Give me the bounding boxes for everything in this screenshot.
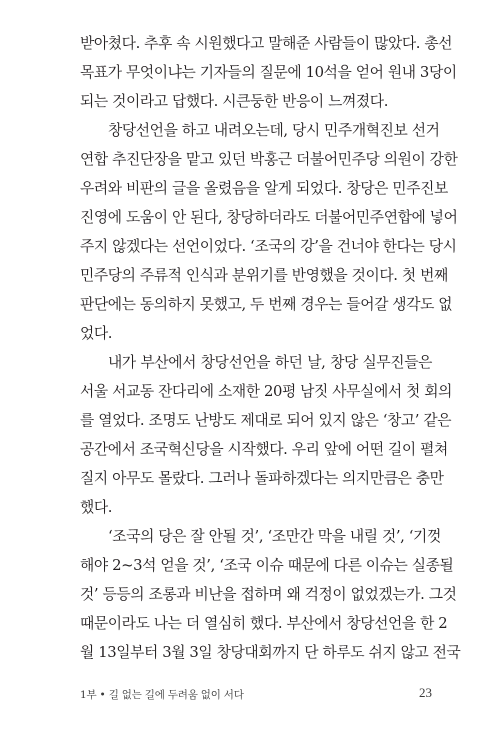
text-line: 해야 2~3석 얻을 것’, ‘조국 이슈 때문에 다른 이슈는 실종될 bbox=[80, 557, 454, 574]
text-line: 연합 추진단장을 맡고 있던 박홍근 더불어민주당 의원이 강한 bbox=[80, 151, 458, 168]
text-line: ‘조국의 당은 잘 안될 것’, ‘조만간 막을 내릴 것’, ‘기껏 bbox=[108, 528, 441, 545]
text-line: 받아쳤다. 추후 속 시원했다고 말해준 사람들이 많았다. 총선 bbox=[80, 35, 453, 52]
running-title: 1부 • 길 없는 길에 두려움 없이 서다 bbox=[80, 689, 244, 701]
text-line: 창당선언을 하고 내려오는데, 당시 민주개혁진보 선거 bbox=[108, 122, 440, 139]
text-line: 때문이라도 나는 더 열심히 했다. 부산에서 창당선언을 한 2 bbox=[80, 615, 448, 632]
page-body bbox=[80, 29, 461, 667]
text-line: 우려와 비판의 글을 올렸음을 알게 되었다. 창당은 민주진보 bbox=[80, 180, 448, 197]
text-line: 진영에 도움이 안 된다, 창당하더라도 더불어민주연합에 넣어 bbox=[80, 209, 458, 226]
text-line: 주지 않겠다는 선언이었다. ‘조국의 강’을 건너야 한다는 당시 bbox=[80, 238, 457, 255]
text-line: 목표가 무엇이냐는 기자들의 질문에 10석을 얻어 원내 3당이 bbox=[80, 64, 457, 81]
text-line: 판단에는 동의하지 못했고, 두 번째 경우는 들어갈 생각도 없 bbox=[80, 296, 453, 313]
paragraph-1 bbox=[80, 29, 457, 116]
page-footer bbox=[80, 686, 432, 704]
text-line: 내가 부산에서 창당선언을 하던 날, 창당 실무진들은 bbox=[108, 354, 432, 371]
text-line: 서울 서교동 잔다리에 소재한 20평 남짓 사무실에서 첫 회의 bbox=[80, 383, 453, 400]
text-line: 민주당의 주류적 인식과 분위기를 반영했을 것이다. 첫 번째 bbox=[80, 267, 448, 284]
text-line: 했다. bbox=[80, 499, 113, 516]
paragraph-3 bbox=[80, 348, 453, 522]
paragraph-4 bbox=[80, 522, 461, 667]
text-line: 월 13일부터 3월 3일 창당대회까지 단 하루도 쉬지 않고 전국 bbox=[80, 644, 461, 661]
page-number: 23 bbox=[419, 685, 432, 700]
text-line: 질지 아무도 몰랐다. 그러나 돌파하겠다는 의지만큼은 충만 bbox=[80, 470, 444, 487]
text-line: 었다. bbox=[80, 325, 113, 342]
paragraph-2 bbox=[80, 116, 458, 348]
text-line: 되는 것이라고 답했다. 시큰둥한 반응이 느껴졌다. bbox=[80, 93, 389, 110]
text-line: 를 열었다. 조명도 난방도 제대로 되어 있지 않은 ‘창고’ 같은 bbox=[80, 412, 452, 429]
text-line: 것’ 등등의 조롱과 비난을 접하며 왜 걱정이 없었겠는가. 그것 bbox=[80, 586, 457, 603]
text-line: 공간에서 조국혁신당을 시작했다. 우리 앞에 어떤 길이 펼쳐 bbox=[80, 441, 448, 458]
